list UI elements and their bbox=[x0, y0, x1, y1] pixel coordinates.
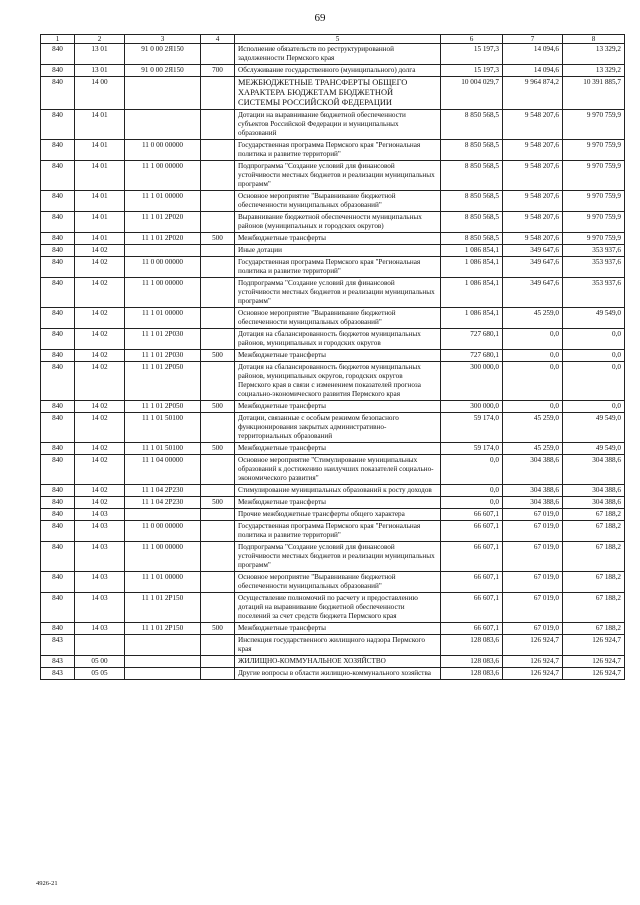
amount-col-7: 0,0 bbox=[503, 329, 563, 350]
table-row bbox=[41, 593, 625, 623]
header-cell-6: 6 bbox=[441, 35, 503, 44]
section-code: 14 01 bbox=[75, 140, 125, 161]
description: МЕЖБЮДЖЕТНЫЕ ТРАНСФЕРТЫ ОБЩЕГО ХАРАКТЕРА БЮДЖЕТАМ БЮДЖЕТНОЙ СИСТЕМЫ РОССИЙСКОЙ ФЕДЕРАЦИИ bbox=[235, 77, 441, 110]
amount-col-6: 727 680,1 bbox=[441, 350, 503, 362]
target-code: 91 0 00 2Я150 bbox=[125, 65, 201, 77]
ministry-code: 840 bbox=[41, 455, 75, 485]
table-row bbox=[41, 329, 625, 350]
section-code: 14 01 bbox=[75, 161, 125, 191]
amount-col-8: 9 970 759,9 bbox=[563, 110, 625, 140]
ministry-code: 840 bbox=[41, 110, 75, 140]
amount-col-7: 0,0 bbox=[503, 350, 563, 362]
ministry-code: 840 bbox=[41, 44, 75, 65]
amount-col-8: 9 970 759,9 bbox=[563, 161, 625, 191]
amount-col-7: 304 388,6 bbox=[503, 497, 563, 509]
amount-col-6: 300 000,0 bbox=[441, 401, 503, 413]
amount-col-7: 67 019,0 bbox=[503, 542, 563, 572]
expense-type-code bbox=[201, 485, 235, 497]
target-code: 11 1 01 00000 bbox=[125, 191, 201, 212]
amount-col-6: 0,0 bbox=[441, 485, 503, 497]
expense-type-code bbox=[201, 509, 235, 521]
expense-type-code bbox=[201, 140, 235, 161]
table-row bbox=[41, 140, 625, 161]
section-code bbox=[75, 635, 125, 656]
ministry-code: 840 bbox=[41, 350, 75, 362]
table-row bbox=[41, 77, 625, 110]
expense-type-code bbox=[201, 278, 235, 308]
amount-col-7: 304 388,6 bbox=[503, 455, 563, 485]
ministry-code: 840 bbox=[41, 77, 75, 110]
budget-table bbox=[40, 34, 625, 680]
amount-col-8: 67 188,2 bbox=[563, 509, 625, 521]
amount-col-6: 1 086 854,1 bbox=[441, 278, 503, 308]
table-row bbox=[41, 44, 625, 65]
description: Выравнивание бюджетной обеспеченности муниципальных районов (муниципальных и городских округов) bbox=[235, 212, 441, 233]
expense-type-code bbox=[201, 257, 235, 278]
amount-col-7: 67 019,0 bbox=[503, 593, 563, 623]
amount-col-8: 67 188,2 bbox=[563, 572, 625, 593]
ministry-code: 840 bbox=[41, 233, 75, 245]
amount-col-7: 304 388,6 bbox=[503, 485, 563, 497]
target-code: 11 1 00 00000 bbox=[125, 542, 201, 572]
table-row bbox=[41, 362, 625, 401]
expense-type-code: 500 bbox=[201, 350, 235, 362]
expense-type-code bbox=[201, 362, 235, 401]
ministry-code: 840 bbox=[41, 401, 75, 413]
expense-type-code bbox=[201, 593, 235, 623]
table-row bbox=[41, 485, 625, 497]
table-row bbox=[41, 455, 625, 485]
header-cell-8: 8 bbox=[563, 35, 625, 44]
amount-col-8: 67 188,2 bbox=[563, 593, 625, 623]
target-code bbox=[125, 110, 201, 140]
amount-col-8: 49 549,0 bbox=[563, 308, 625, 329]
description: Межбюджетные трансферты bbox=[235, 401, 441, 413]
table-row bbox=[41, 161, 625, 191]
amount-col-6: 128 083,6 bbox=[441, 656, 503, 668]
description: Основное мероприятие "Выравнивание бюджетной обеспеченности муниципальных образований" bbox=[235, 191, 441, 212]
description: Межбюджетные трансферты bbox=[235, 623, 441, 635]
ministry-code: 840 bbox=[41, 257, 75, 278]
amount-col-7: 349 647,6 bbox=[503, 278, 563, 308]
amount-col-7: 67 019,0 bbox=[503, 509, 563, 521]
ministry-code: 840 bbox=[41, 65, 75, 77]
header-cell-2: 2 bbox=[75, 35, 125, 44]
expense-type-code bbox=[201, 656, 235, 668]
table-row bbox=[41, 245, 625, 257]
amount-col-7: 126 924,7 bbox=[503, 656, 563, 668]
amount-col-6: 1 086 854,1 bbox=[441, 308, 503, 329]
amount-col-7: 0,0 bbox=[503, 362, 563, 401]
expense-type-code: 700 bbox=[201, 65, 235, 77]
target-code: 11 1 01 00000 bbox=[125, 308, 201, 329]
amount-col-8: 0,0 bbox=[563, 401, 625, 413]
amount-col-6: 1 086 854,1 bbox=[441, 245, 503, 257]
section-code: 14 02 bbox=[75, 497, 125, 509]
amount-col-8: 353 937,6 bbox=[563, 245, 625, 257]
description: Государственная программа Пермского края "Региональная политика и развитие территорий" bbox=[235, 521, 441, 542]
section-code: 13 01 bbox=[75, 65, 125, 77]
ministry-code: 840 bbox=[41, 161, 75, 191]
amount-col-8: 304 388,6 bbox=[563, 497, 625, 509]
target-code: 91 0 00 2Я150 bbox=[125, 44, 201, 65]
section-code: 14 02 bbox=[75, 329, 125, 350]
expense-type-code: 500 bbox=[201, 623, 235, 635]
table-row bbox=[41, 521, 625, 542]
amount-col-6: 66 607,1 bbox=[441, 542, 503, 572]
amount-col-7: 9 548 207,6 bbox=[503, 191, 563, 212]
section-code: 05 00 bbox=[75, 656, 125, 668]
ministry-code: 840 bbox=[41, 623, 75, 635]
description: Обслуживание государственного (муниципального) долга bbox=[235, 65, 441, 77]
amount-col-8: 13 329,2 bbox=[563, 44, 625, 65]
amount-col-6: 8 850 568,5 bbox=[441, 140, 503, 161]
table-row bbox=[41, 65, 625, 77]
expense-type-code bbox=[201, 245, 235, 257]
table-row bbox=[41, 656, 625, 668]
ministry-code: 840 bbox=[41, 245, 75, 257]
amount-col-6: 66 607,1 bbox=[441, 509, 503, 521]
amount-col-6: 66 607,1 bbox=[441, 521, 503, 542]
amount-col-7: 9 548 207,6 bbox=[503, 110, 563, 140]
description: Иные дотации bbox=[235, 245, 441, 257]
description: Межбюджетные трансферты bbox=[235, 443, 441, 455]
target-code: 11 0 00 00000 bbox=[125, 140, 201, 161]
target-code: 11 1 01 2Р030 bbox=[125, 329, 201, 350]
expense-type-code: 500 bbox=[201, 497, 235, 509]
section-code: 14 01 bbox=[75, 191, 125, 212]
amount-col-6: 8 850 568,5 bbox=[441, 110, 503, 140]
section-code: 05 05 bbox=[75, 668, 125, 680]
description: Осуществление полномочий по расчету и предоставлению дотаций на выравнивание бюджетной обеспеченности поселений за счет средств бюджета Пермского края bbox=[235, 593, 441, 623]
section-code: 13 01 bbox=[75, 44, 125, 65]
header-cell-5: 5 bbox=[235, 35, 441, 44]
header-cell-4: 4 bbox=[201, 35, 235, 44]
section-code: 14 01 bbox=[75, 110, 125, 140]
ministry-code: 840 bbox=[41, 140, 75, 161]
table-row bbox=[41, 668, 625, 680]
expense-type-code bbox=[201, 521, 235, 542]
expense-type-code bbox=[201, 44, 235, 65]
description: Исполнение обязательств по реструктурированной задолженности Пермского края bbox=[235, 44, 441, 65]
target-code: 11 1 01 00000 bbox=[125, 572, 201, 593]
target-code bbox=[125, 635, 201, 656]
amount-col-8: 9 970 759,9 bbox=[563, 212, 625, 233]
table-row bbox=[41, 212, 625, 233]
target-code: 11 1 01 2Р020 bbox=[125, 212, 201, 233]
amount-col-8: 0,0 bbox=[563, 362, 625, 401]
amount-col-6: 8 850 568,5 bbox=[441, 212, 503, 233]
ministry-code: 840 bbox=[41, 593, 75, 623]
target-code: 11 1 01 50100 bbox=[125, 443, 201, 455]
amount-col-8: 10 391 885,7 bbox=[563, 77, 625, 110]
table-row bbox=[41, 191, 625, 212]
section-code: 14 02 bbox=[75, 455, 125, 485]
expense-type-code bbox=[201, 572, 235, 593]
description: Дотации на выравнивание бюджетной обеспеченности субъектов Российской Федерации и муниципальных образований bbox=[235, 110, 441, 140]
section-code: 14 00 bbox=[75, 77, 125, 110]
target-code bbox=[125, 668, 201, 680]
amount-col-6: 15 197,3 bbox=[441, 44, 503, 65]
section-code: 14 02 bbox=[75, 362, 125, 401]
description: Государственная программа Пермского края "Региональная политика и развитие территорий" bbox=[235, 140, 441, 161]
amount-col-7: 9 548 207,6 bbox=[503, 212, 563, 233]
ministry-code: 840 bbox=[41, 572, 75, 593]
amount-col-6: 128 083,6 bbox=[441, 635, 503, 656]
description: Государственная программа Пермского края "Региональная политика и развитие территорий" bbox=[235, 257, 441, 278]
ministry-code: 843 bbox=[41, 635, 75, 656]
amount-col-7: 45 259,0 bbox=[503, 443, 563, 455]
amount-col-6: 0,0 bbox=[441, 455, 503, 485]
amount-col-8: 126 924,7 bbox=[563, 656, 625, 668]
amount-col-8: 9 970 759,9 bbox=[563, 191, 625, 212]
description: Прочие межбюджетные трансферты общего характера bbox=[235, 509, 441, 521]
header-cell-1: 1 bbox=[41, 35, 75, 44]
ministry-code: 840 bbox=[41, 212, 75, 233]
section-code: 14 02 bbox=[75, 350, 125, 362]
target-code: 11 1 04 00000 bbox=[125, 455, 201, 485]
amount-col-7: 9 548 207,6 bbox=[503, 233, 563, 245]
description: Основное мероприятие "Выравнивание бюджетной обеспеченности муниципальных образований" bbox=[235, 308, 441, 329]
expense-type-code bbox=[201, 635, 235, 656]
ministry-code: 840 bbox=[41, 542, 75, 572]
amount-col-8: 126 924,7 bbox=[563, 668, 625, 680]
section-code: 14 01 bbox=[75, 212, 125, 233]
description: Дотация на сбалансированность бюджетов муниципальных районов, муниципальных округов, городских округов Пермского края в связи с изменением показателей прогноза социально-экономического развития Пермского края bbox=[235, 362, 441, 401]
table-row bbox=[41, 443, 625, 455]
description: Подпрограмма "Создание условий для финансовой устойчивости местных бюджетов и реализации муниципальных программ" bbox=[235, 542, 441, 572]
amount-col-6: 10 004 029,7 bbox=[441, 77, 503, 110]
description: Межбюджетные трансферты bbox=[235, 497, 441, 509]
expense-type-code bbox=[201, 329, 235, 350]
section-code: 14 03 bbox=[75, 542, 125, 572]
ministry-code: 840 bbox=[41, 362, 75, 401]
amount-col-7: 126 924,7 bbox=[503, 668, 563, 680]
section-code: 14 03 bbox=[75, 593, 125, 623]
expense-type-code: 500 bbox=[201, 443, 235, 455]
amount-col-8: 67 188,2 bbox=[563, 623, 625, 635]
amount-col-6: 66 607,1 bbox=[441, 623, 503, 635]
target-code: 11 1 04 2Р230 bbox=[125, 497, 201, 509]
amount-col-7: 14 094,6 bbox=[503, 44, 563, 65]
amount-col-6: 59 174,0 bbox=[441, 443, 503, 455]
description: Другие вопросы в области жилищно-коммунального хозяйства bbox=[235, 668, 441, 680]
amount-col-8: 126 924,7 bbox=[563, 635, 625, 656]
amount-col-6: 66 607,1 bbox=[441, 572, 503, 593]
amount-col-8: 0,0 bbox=[563, 329, 625, 350]
table-row bbox=[41, 413, 625, 443]
table-row bbox=[41, 509, 625, 521]
amount-col-8: 304 388,6 bbox=[563, 485, 625, 497]
target-code: 11 1 01 2Р050 bbox=[125, 401, 201, 413]
description: Инспекция государственного жилищного надзора Пермского края bbox=[235, 635, 441, 656]
expense-type-code bbox=[201, 77, 235, 110]
amount-col-8: 67 188,2 bbox=[563, 542, 625, 572]
section-code: 14 02 bbox=[75, 443, 125, 455]
ministry-code: 840 bbox=[41, 413, 75, 443]
section-code: 14 02 bbox=[75, 257, 125, 278]
section-code: 14 02 bbox=[75, 401, 125, 413]
amount-col-7: 9 548 207,6 bbox=[503, 161, 563, 191]
ministry-code: 840 bbox=[41, 497, 75, 509]
section-code: 14 02 bbox=[75, 413, 125, 443]
expense-type-code bbox=[201, 110, 235, 140]
description: Подпрограмма "Создание условий для финансовой устойчивости местных бюджетов и реализации муниципальных программ" bbox=[235, 278, 441, 308]
ministry-code: 840 bbox=[41, 308, 75, 329]
table-row bbox=[41, 233, 625, 245]
target-code: 11 1 00 00000 bbox=[125, 278, 201, 308]
ministry-code: 840 bbox=[41, 521, 75, 542]
description: Основное мероприятие "Выравнивание бюджетной обеспеченности муниципальных образований" bbox=[235, 572, 441, 593]
expense-type-code bbox=[201, 212, 235, 233]
amount-col-7: 0,0 bbox=[503, 401, 563, 413]
table-row bbox=[41, 401, 625, 413]
expense-type-code bbox=[201, 542, 235, 572]
description: Основное мероприятие "Стимулирование муниципальных образований к достижению наилучших показателей социально-экономического развития" bbox=[235, 455, 441, 485]
header-cell-7: 7 bbox=[503, 35, 563, 44]
ministry-code: 843 bbox=[41, 656, 75, 668]
ministry-code: 840 bbox=[41, 278, 75, 308]
amount-col-7: 126 924,7 bbox=[503, 635, 563, 656]
expense-type-code bbox=[201, 191, 235, 212]
amount-col-7: 67 019,0 bbox=[503, 521, 563, 542]
table-row bbox=[41, 350, 625, 362]
description: ЖИЛИЩНО-КОММУНАЛЬНОЕ ХОЗЯЙСТВО bbox=[235, 656, 441, 668]
table-row bbox=[41, 623, 625, 635]
amount-col-6: 59 174,0 bbox=[441, 413, 503, 443]
ministry-code: 840 bbox=[41, 329, 75, 350]
amount-col-6: 8 850 568,5 bbox=[441, 161, 503, 191]
section-code: 14 01 bbox=[75, 233, 125, 245]
ministry-code: 840 bbox=[41, 443, 75, 455]
amount-col-6: 66 607,1 bbox=[441, 593, 503, 623]
description: Дотации, связанные с особым режимом безопасного функционирования закрытых административно-территориальных образований bbox=[235, 413, 441, 443]
table-row bbox=[41, 497, 625, 509]
section-code: 14 03 bbox=[75, 509, 125, 521]
amount-col-6: 8 850 568,5 bbox=[441, 233, 503, 245]
section-code: 14 03 bbox=[75, 623, 125, 635]
target-code: 11 1 01 2Р150 bbox=[125, 623, 201, 635]
description: Межбюджетные трансферты bbox=[235, 350, 441, 362]
target-code: 11 0 00 00000 bbox=[125, 257, 201, 278]
expense-type-code bbox=[201, 455, 235, 485]
target-code: 11 1 01 2Р030 bbox=[125, 350, 201, 362]
amount-col-7: 45 259,0 bbox=[503, 413, 563, 443]
description: Подпрограмма "Создание условий для финансовой устойчивости местных бюджетов и реализации муниципальных программ" bbox=[235, 161, 441, 191]
target-code bbox=[125, 245, 201, 257]
header-cell-3: 3 bbox=[125, 35, 201, 44]
description: Межбюджетные трансферты bbox=[235, 233, 441, 245]
amount-col-7: 349 647,6 bbox=[503, 245, 563, 257]
target-code bbox=[125, 509, 201, 521]
amount-col-8: 67 188,2 bbox=[563, 521, 625, 542]
amount-col-6: 1 086 854,1 bbox=[441, 257, 503, 278]
amount-col-8: 304 388,6 bbox=[563, 455, 625, 485]
document-code: 4926-21 bbox=[36, 880, 58, 887]
target-code: 11 1 01 50100 bbox=[125, 413, 201, 443]
section-code: 14 02 bbox=[75, 308, 125, 329]
amount-col-8: 353 937,6 bbox=[563, 278, 625, 308]
expense-type-code bbox=[201, 161, 235, 191]
table-row bbox=[41, 635, 625, 656]
target-code bbox=[125, 77, 201, 110]
amount-col-7: 349 647,6 bbox=[503, 257, 563, 278]
page-number: 69 bbox=[314, 12, 326, 24]
amount-col-6: 727 680,1 bbox=[441, 329, 503, 350]
header-row bbox=[41, 35, 625, 44]
amount-col-7: 14 094,6 bbox=[503, 65, 563, 77]
expense-type-code bbox=[201, 668, 235, 680]
amount-col-8: 9 970 759,9 bbox=[563, 233, 625, 245]
table-row bbox=[41, 257, 625, 278]
amount-col-8: 9 970 759,9 bbox=[563, 140, 625, 161]
target-code bbox=[125, 656, 201, 668]
table-row bbox=[41, 542, 625, 572]
table-row bbox=[41, 110, 625, 140]
section-code: 14 02 bbox=[75, 485, 125, 497]
ministry-code: 840 bbox=[41, 509, 75, 521]
target-code: 11 0 00 00000 bbox=[125, 521, 201, 542]
amount-col-8: 49 549,0 bbox=[563, 413, 625, 443]
amount-col-6: 128 083,6 bbox=[441, 668, 503, 680]
table-body bbox=[41, 44, 625, 680]
section-code: 14 02 bbox=[75, 245, 125, 257]
table-header bbox=[41, 35, 625, 44]
amount-col-8: 13 329,2 bbox=[563, 65, 625, 77]
section-code: 14 03 bbox=[75, 572, 125, 593]
expense-type-code: 500 bbox=[201, 233, 235, 245]
amount-col-6: 15 197,3 bbox=[441, 65, 503, 77]
table-row bbox=[41, 572, 625, 593]
description: Стимулирование муниципальных образований к росту доходов bbox=[235, 485, 441, 497]
amount-col-7: 9 548 207,6 bbox=[503, 140, 563, 161]
expense-type-code bbox=[201, 308, 235, 329]
ministry-code: 843 bbox=[41, 668, 75, 680]
amount-col-6: 300 000,0 bbox=[441, 362, 503, 401]
amount-col-6: 0,0 bbox=[441, 497, 503, 509]
amount-col-8: 353 937,6 bbox=[563, 257, 625, 278]
target-code: 11 1 01 2Р150 bbox=[125, 593, 201, 623]
amount-col-7: 9 964 874,2 bbox=[503, 77, 563, 110]
target-code: 11 1 01 2Р020 bbox=[125, 233, 201, 245]
section-code: 14 03 bbox=[75, 521, 125, 542]
target-code: 11 1 04 2Р230 bbox=[125, 485, 201, 497]
table-row bbox=[41, 278, 625, 308]
description: Дотация на сбалансированность бюджетов муниципальных районов, муниципальных и городских округов bbox=[235, 329, 441, 350]
amount-col-8: 0,0 bbox=[563, 350, 625, 362]
table-row bbox=[41, 308, 625, 329]
ministry-code: 840 bbox=[41, 485, 75, 497]
amount-col-7: 67 019,0 bbox=[503, 623, 563, 635]
amount-col-7: 45 259,0 bbox=[503, 308, 563, 329]
expense-type-code bbox=[201, 413, 235, 443]
amount-col-6: 8 850 568,5 bbox=[441, 191, 503, 212]
target-code: 11 1 01 2Р050 bbox=[125, 362, 201, 401]
amount-col-7: 67 019,0 bbox=[503, 572, 563, 593]
expense-type-code: 500 bbox=[201, 401, 235, 413]
section-code: 14 02 bbox=[75, 278, 125, 308]
target-code: 11 1 00 00000 bbox=[125, 161, 201, 191]
ministry-code: 840 bbox=[41, 191, 75, 212]
amount-col-8: 49 549,0 bbox=[563, 443, 625, 455]
